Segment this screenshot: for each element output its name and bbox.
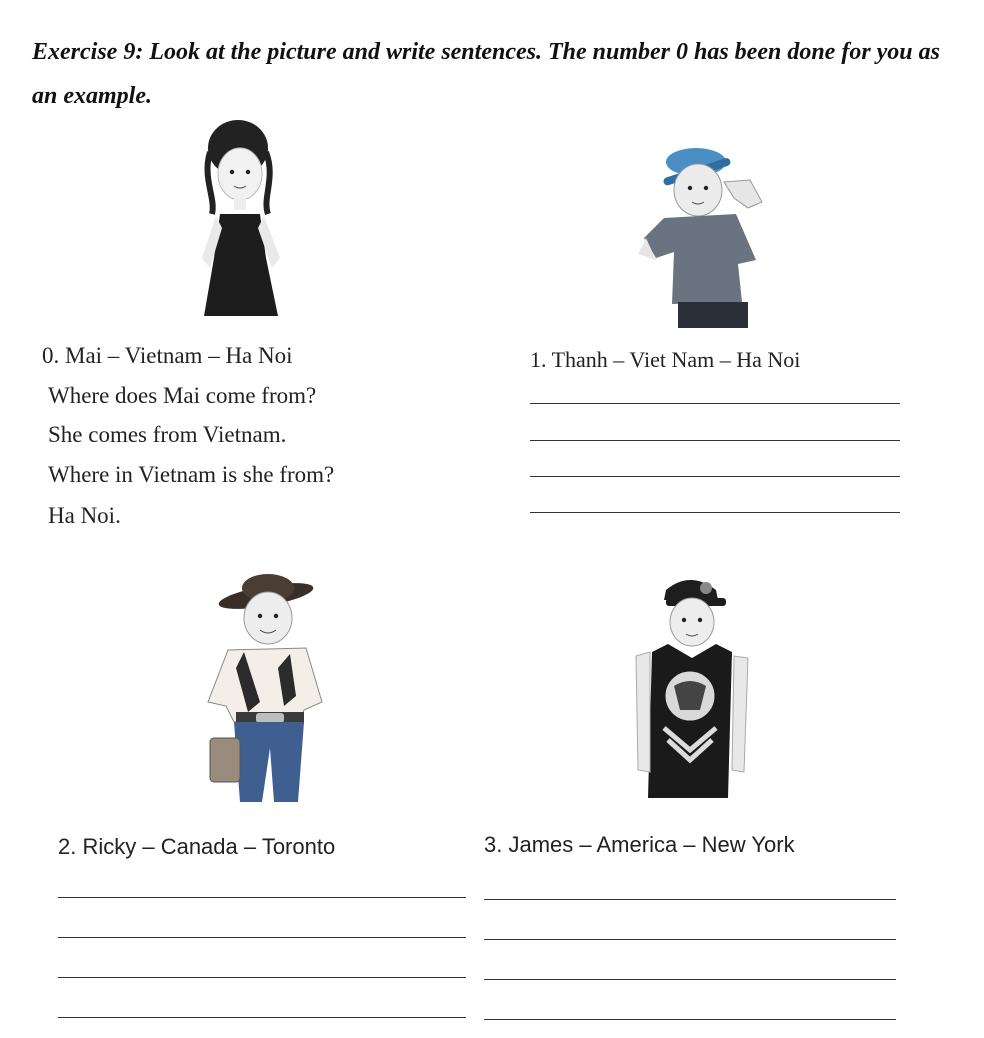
boy-james-picture [628,572,752,800]
answer-line[interactable] [530,440,900,441]
answer-line[interactable] [484,939,896,940]
answer-line[interactable] [484,1019,896,1020]
answer-line[interactable] [530,476,900,477]
exercise-title: Exercise 9: Look at the picture and write sentences. The number 0 has been done for you as an example. [32,39,940,109]
example-question-2: Where in Vietnam is she from? [48,462,335,487]
item-0-prompt: 0. Mai – Vietnam – Ha Noi [42,343,293,368]
answer-line[interactable] [58,897,466,898]
example-answer-1: She comes from Vietnam. [48,422,287,447]
item-2-prompt: 2. Ricky – Canada – Toronto [58,834,336,859]
girl-mai-picture [196,118,290,320]
boy-thanh-picture [638,142,772,330]
answer-line[interactable] [530,512,900,513]
boy-ricky-picture [200,572,328,804]
answer-line[interactable] [58,937,466,938]
answer-line[interactable] [484,979,896,980]
answer-line[interactable] [58,1017,466,1018]
item-3-prompt: 3. James – America – New York [484,832,795,857]
answer-line[interactable] [484,899,896,900]
answer-line[interactable] [530,403,900,404]
answer-line[interactable] [58,977,466,978]
example-question-1: Where does Mai come from? [48,383,317,408]
item-1-prompt: 1. Thanh – Viet Nam – Ha Noi [530,347,801,372]
example-answer-2: Ha Noi. [48,503,121,528]
